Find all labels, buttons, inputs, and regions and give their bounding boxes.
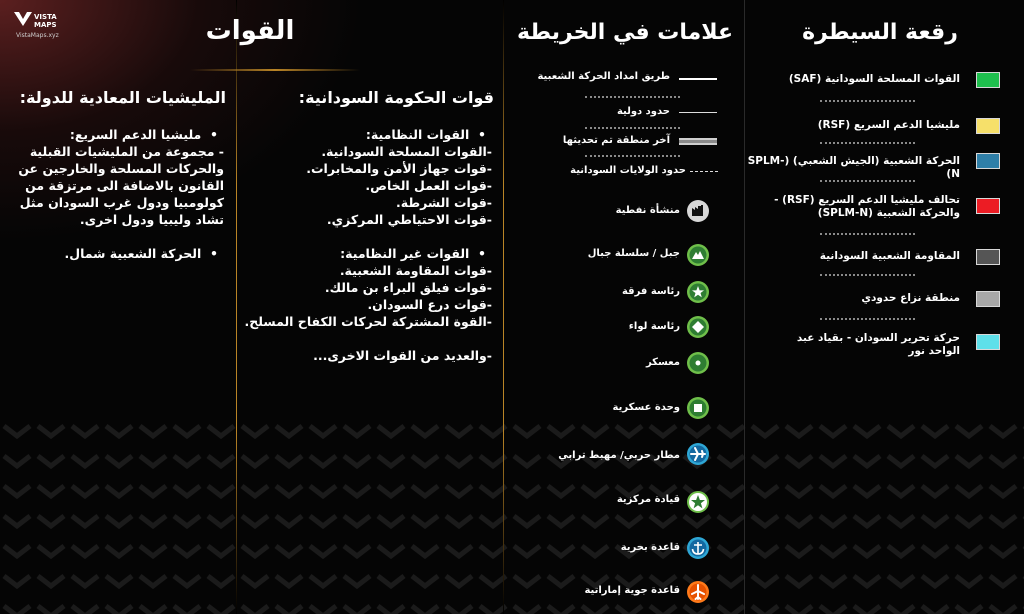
bullet: • [469, 127, 486, 142]
square-icon [686, 396, 710, 420]
bullet: • [469, 246, 486, 261]
control-label: تحالف مليشيا الدعم السريع (RSF) - والحركة الشعبية (SPLM-N) [774, 194, 960, 219]
bullet: • [201, 127, 218, 142]
separator [820, 274, 915, 276]
control-label: المقاومة الشعبية السودانية [819, 250, 960, 262]
force-item: -قوات المقاومة الشعبية. [339, 263, 492, 278]
marker-label: آخر منطقة تم تحديثها [562, 135, 670, 146]
marker-label: جبل / سلسلة جبال [587, 248, 680, 259]
rsf-heading-text: مليشيا الدعم السريع: [69, 127, 202, 142]
color-swatch [976, 198, 1000, 214]
color-swatch [976, 118, 1000, 134]
control-label: منطقة نزاع حدودي [861, 292, 960, 304]
separator [820, 318, 915, 320]
control-label: حركة تحرير السودان - بقياد عبد الواحد نور [796, 332, 960, 357]
bullet: • [201, 246, 218, 261]
force-item: -قوات فيلق البراء بن مالك. [324, 280, 492, 295]
central-star-icon [686, 490, 710, 514]
force-item: -قوات العمل الخاص. [365, 178, 492, 193]
regular-forces-heading [366, 126, 486, 143]
color-swatch [976, 249, 1000, 265]
force-item: -قوات الاحتياطي المركزي. [326, 212, 492, 227]
separator [585, 96, 680, 98]
marker-label: قيادة مركزية [616, 494, 680, 505]
state-border-line [690, 171, 718, 172]
marker-label: رئاسة فرقة [621, 286, 680, 297]
logo-mark-icon [14, 12, 32, 28]
splm-north-item [64, 245, 218, 262]
marker-label: قاعدة جوية إماراتية [584, 585, 680, 596]
anchor-icon [686, 536, 710, 560]
separator [820, 142, 915, 144]
marker-label: معسكر [645, 357, 680, 368]
logo-text: VISTA [34, 13, 57, 21]
rsf-description-line: القانون بالاضافة الى مرتزقة من [25, 178, 224, 193]
rsf-description-line: - مجموعة من المليشيات القبلية [29, 144, 224, 159]
marker-label: طريق امداد الحركة الشعبية [537, 71, 670, 82]
splm-text: الحركة الشعبية شمال. [64, 246, 202, 261]
logo-text: MAPS [34, 21, 57, 29]
color-swatch [976, 291, 1000, 307]
logo-url: VistaMaps.xyz [16, 32, 59, 39]
hostile-heading: المليشيات المعادية للدولة: [19, 88, 226, 107]
force-item: -قوات درع السودان. [367, 297, 492, 312]
force-item: -قوات الشرطة. [396, 195, 492, 210]
separator [585, 127, 680, 129]
chevron-pattern [0, 420, 1024, 614]
column-divider [236, 0, 237, 614]
markers-title: علامات في الخريطة [516, 20, 734, 45]
color-swatch [976, 153, 1000, 169]
rsf-description-line: كولومبيا ودول غرب السودان مثل [19, 195, 224, 210]
diamond-icon [686, 315, 710, 339]
more-forces: -والعديد من القوات الاخرى... [313, 348, 492, 363]
control-label: القوات المسلحة السودانية (SAF) [788, 73, 960, 85]
vistamaps-logo [10, 10, 80, 40]
regular-heading-text: القوات النظامية: [365, 127, 470, 142]
separator [585, 155, 680, 157]
control-item [750, 194, 1005, 228]
column-divider [503, 0, 504, 614]
last-updated-line [679, 138, 717, 145]
color-swatch [976, 72, 1000, 88]
dot-icon [686, 351, 710, 375]
color-swatch [976, 334, 1000, 350]
airplane-icon [686, 442, 710, 466]
control-item [750, 332, 1005, 366]
marker-label: وحدة عسكرية [612, 402, 680, 413]
title-underline [190, 69, 360, 71]
marker-label: حدود الولايات السودانية [570, 165, 686, 176]
control-label: مليشيا الدعم السريع (RSF) [817, 119, 960, 131]
supply-route-line [679, 78, 717, 80]
marker-label: منشأة نفطية [615, 205, 680, 216]
rsf-description-line: تشاد وليبيا ودول اخرى. [79, 212, 224, 227]
international-border-line [679, 112, 717, 113]
marker-label: مطار حربي/ مهبط ترابي [558, 450, 680, 461]
mountain-icon [686, 243, 710, 267]
factory-icon [686, 199, 710, 223]
rsf-heading [70, 126, 218, 143]
irregular-forces-heading [340, 245, 486, 262]
gov-heading: قوات الحكومة السودانية: [298, 88, 494, 107]
control-label: الحركة الشعبية (الجيش الشعبي) (SPLM-N) [747, 155, 960, 180]
force-item: -القوة المشتركة لحركات الكفاح المسلح. [244, 314, 492, 329]
marker-label: رئاسة لواء [628, 321, 680, 332]
forces-title: القوات [205, 16, 295, 46]
rsf-description-line: والحركات المسلحة والخارجين عن [18, 161, 224, 176]
star-icon [686, 280, 710, 304]
marker-label: حدود دولية [616, 106, 670, 117]
column-divider [744, 0, 745, 614]
force-item: -القوات المسلحة السودانية. [321, 144, 492, 159]
uae-airbase-icon [686, 580, 710, 604]
marker-label: قاعدة بحرية [620, 542, 680, 553]
force-item: -قوات جهاز الأمن والمخابرات. [306, 161, 492, 176]
control-item [750, 290, 1005, 320]
irregular-heading-text: القوات غير النظامية: [340, 246, 470, 261]
control-item [747, 153, 1005, 183]
control-item [750, 70, 1005, 100]
separator [820, 100, 915, 102]
separator [820, 233, 915, 235]
control-title: رقعة السيطرة [802, 20, 958, 45]
separator [820, 180, 915, 182]
